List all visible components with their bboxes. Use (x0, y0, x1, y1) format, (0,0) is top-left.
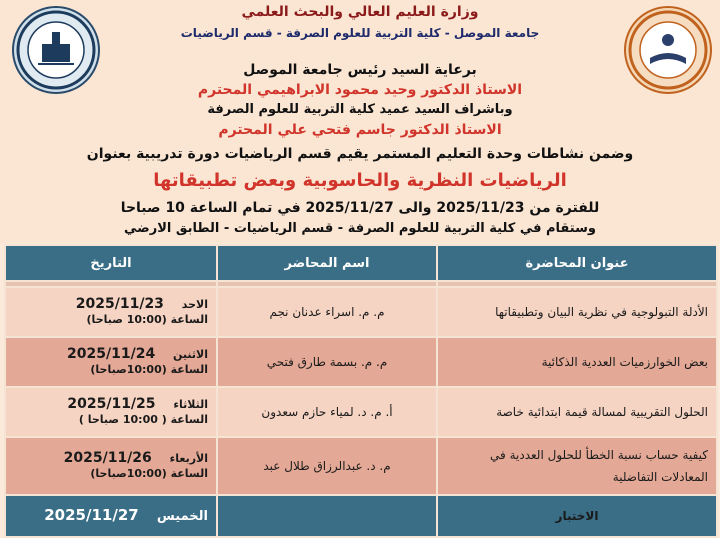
row-day: الاحد (181, 298, 208, 311)
header-topic: عنوان المحاضرة (437, 245, 717, 281)
ministry-title: وزارة العليم العالي والبحث العلمي (241, 4, 479, 20)
exam-lecturer-empty (217, 495, 437, 537)
exam-date: 2025/11/27 (44, 506, 139, 524)
row-lecturer: م. م. اسراء عدنان نجم (217, 287, 437, 337)
row-date: 2025/11/23 (75, 296, 164, 312)
row-topic: الحلول التقريبية لمسالة قيمة ابتدائية خاصة (437, 387, 717, 437)
college-logo (624, 6, 712, 94)
row-time: الساعة (10:00صباحا) (90, 363, 208, 376)
row-topic: بعض الخوارزميات العددية الذكائية (437, 337, 717, 387)
row-date: 2025/11/24 (67, 346, 156, 362)
header-banner (0, 0, 720, 243)
row-date-cell (5, 387, 217, 437)
row-lecturer: م. د. عبدالرزاق طلال عبد (217, 437, 437, 495)
table-row (5, 437, 717, 495)
intro-line: وضمن نشاطات وحدة التعليم المستمر يقيم قسم الرياضيات دورة تدريبية بعنوان (86, 146, 634, 162)
exam-row (5, 495, 717, 537)
course-title: الرياضيات النظرية والحاسوبية وبعض تطبيقاتها (153, 170, 567, 191)
header-date: التاريخ (5, 245, 217, 281)
row-day: الأربعاء (169, 452, 208, 465)
table-row (5, 337, 717, 387)
exam-date-cell (5, 495, 217, 537)
exam-label: الاختبار (437, 495, 717, 537)
university-logo (12, 6, 100, 94)
row-date-cell (5, 337, 217, 387)
patron-line: برعاية السيد رئيس جامعة الموصل (243, 62, 477, 78)
table-row (5, 287, 717, 337)
supervision-line: وباشراف السيد عميد كلية التربية للعلوم الصرفة (207, 102, 513, 117)
row-topic: كيفية حساب نسبة الخطأ للحلول العددية في المعادلات التفاضلية (437, 437, 717, 495)
period-line: للفترة من 2025/11/23 والى 2025/11/27 في تمام الساعة 10 صباحا (120, 200, 600, 216)
row-date: 2025/11/25 (67, 396, 156, 412)
row-day: الاثنين (173, 348, 208, 361)
row-topic: الأدلة التبولوجية في نظرية البيان وتطبيقاتها (437, 287, 717, 337)
row-time: الساعة ( 10:00 صباحا ) (78, 413, 208, 426)
row-time: الساعة (10:00صباحا) (90, 467, 208, 480)
row-time: الساعة (10:00 صباحا) (86, 313, 208, 326)
supervisor-name: الاستاذ الدكتور جاسم فتحي علي المحترم (218, 122, 502, 138)
patron-name: الاستاذ الدكتور وحيد محمود الابراهيمي المحترم (197, 82, 523, 98)
table-row (5, 387, 717, 437)
exam-day: الخميس (156, 509, 208, 524)
university-line: جامعة الموصل - كلية التربية للعلوم الصرفة - قسم الرياضيات (180, 26, 540, 40)
table-header-row (5, 245, 717, 281)
row-day: الثلاثاء (173, 398, 208, 411)
row-date-cell (5, 437, 217, 495)
venue-line: وستقام في كلية التربية للعلوم الصرفة - قسم الرياضيات - الطابق الارضي (124, 221, 596, 236)
row-date: 2025/11/26 (63, 450, 152, 466)
row-lecturer: أ. م. د. لمياء حازم سعدون (217, 387, 437, 437)
row-lecturer: م. م. بسمة طارق فتحي (217, 337, 437, 387)
row-date-cell (5, 287, 217, 337)
header-lecturer: اسم المحاضر (217, 245, 437, 281)
schedule-table (4, 244, 718, 538)
